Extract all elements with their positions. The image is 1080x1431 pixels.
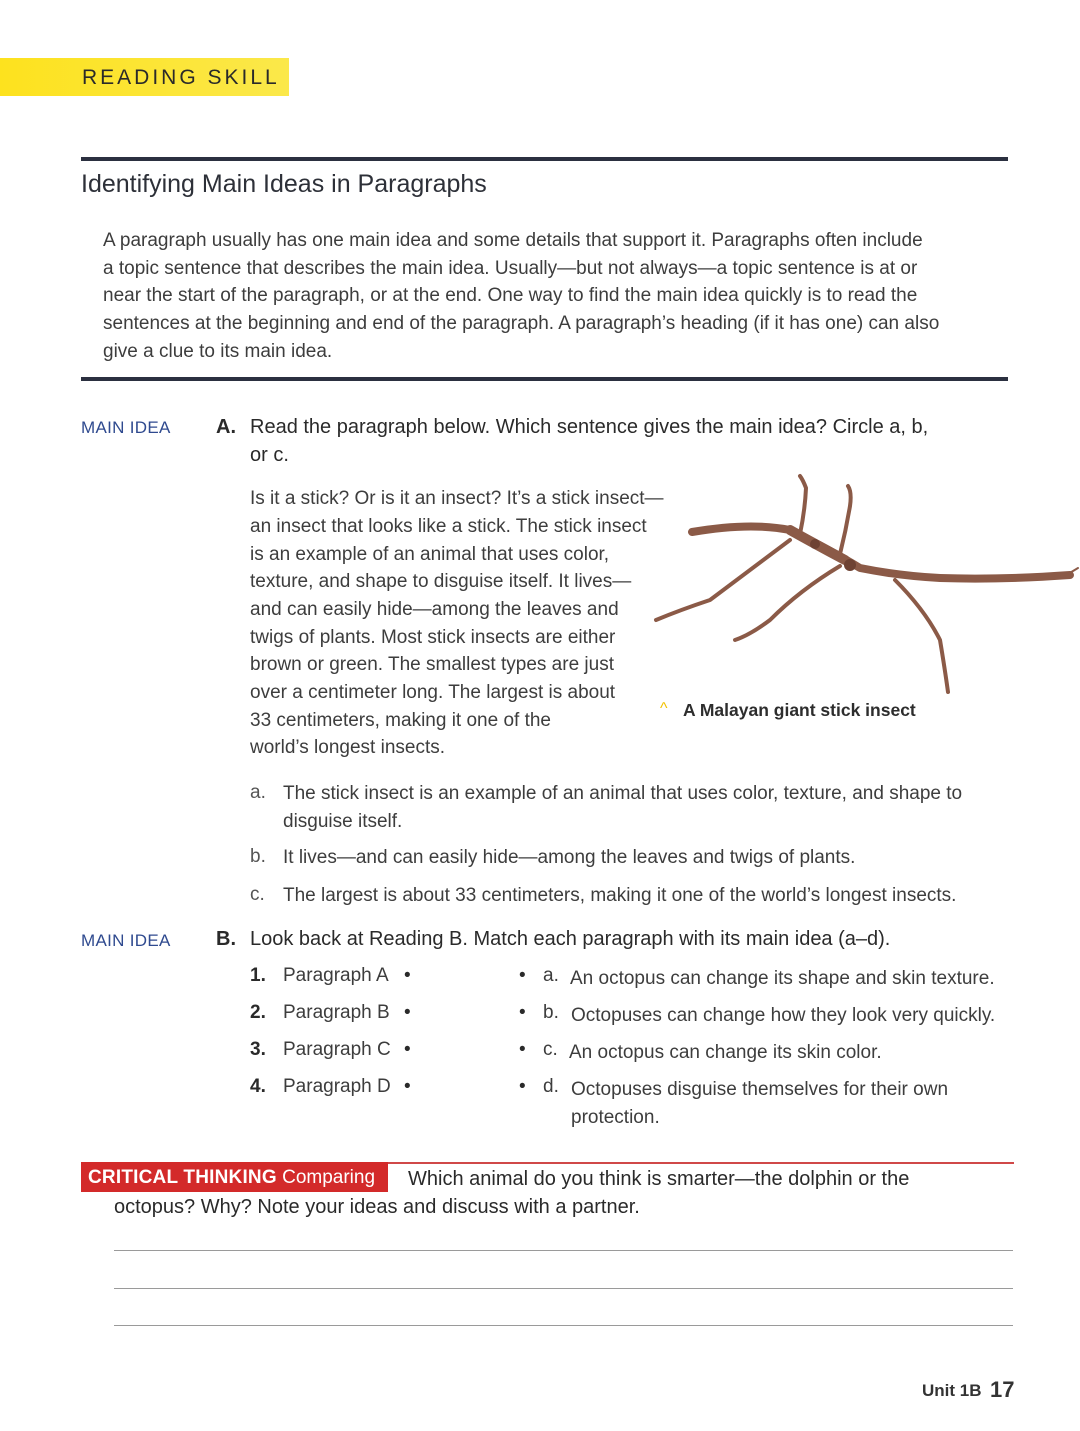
critical-thinking-subtitle: Comparing bbox=[282, 1167, 376, 1188]
exercise-b-instruction: Look back at Reading B. Match each paragraph with its main idea (a–d). bbox=[250, 928, 891, 950]
critical-thinking-question-line1: Which animal do you think is smarter—the dolphin or the bbox=[408, 1168, 910, 1190]
option-letter: b. bbox=[250, 846, 266, 867]
paragraph-line: is an example of an animal that uses color, bbox=[250, 544, 610, 565]
paragraph-line: an insect that looks like a stick. The stick insect bbox=[250, 516, 647, 537]
paragraph-line: twigs of plants. Most stick insects are either bbox=[250, 627, 616, 648]
option-line: The largest is about 33 centimeters, making it one of the world’s longest insects. bbox=[283, 885, 957, 906]
match-idea-text bbox=[571, 1076, 948, 1131]
page-number: 17 bbox=[990, 1377, 1015, 1402]
intro-line: a topic sentence that describes the main idea. Usually—but not always—a topic sentence is at or bbox=[103, 257, 918, 279]
match-number: 4. bbox=[250, 1076, 266, 1097]
unit-label: Unit 1B bbox=[922, 1381, 982, 1400]
option-line: It lives—and can easily hide—among the leaves and twigs of plants. bbox=[283, 847, 856, 868]
paragraph-line: 33 centimeters, making it one of the bbox=[250, 710, 551, 731]
image-caption: A Malayan giant stick insect bbox=[683, 700, 916, 720]
match-dot-left[interactable]: • bbox=[404, 965, 411, 986]
instruction-line: Read the paragraph below. Which sentence gives the main idea? Circle a, b, bbox=[250, 416, 929, 438]
paragraph-line: Is it a stick? Or is it an insect? It’s a stick insect— bbox=[250, 488, 664, 509]
option-c-text[interactable] bbox=[283, 882, 956, 910]
section-top-rule bbox=[81, 157, 1008, 161]
answer-line[interactable] bbox=[114, 1325, 1013, 1326]
answer-line[interactable] bbox=[114, 1250, 1013, 1251]
match-number: 2. bbox=[250, 1002, 266, 1023]
instruction-line: or c. bbox=[250, 443, 289, 466]
match-number: 1. bbox=[250, 965, 266, 986]
match-paragraph: Paragraph B bbox=[283, 1002, 390, 1023]
match-dot-left[interactable]: • bbox=[404, 1076, 411, 1097]
exercise-a-letter: A. bbox=[216, 416, 236, 438]
section-bottom-rule bbox=[81, 377, 1008, 381]
option-a-text[interactable] bbox=[283, 780, 962, 835]
caret-up-icon: ^ bbox=[660, 700, 668, 717]
reading-skill-tag: READING SKILL bbox=[82, 66, 280, 89]
match-idea-letter: d. bbox=[543, 1076, 559, 1097]
critical-thinking-title: CRITICAL THINKING bbox=[88, 1167, 277, 1188]
paragraph-line: and can easily hide—among the leaves and bbox=[250, 599, 619, 620]
paragraph-line: texture, and shape to disguise itself. It lives— bbox=[250, 571, 632, 592]
critical-thinking-label bbox=[88, 1167, 375, 1189]
paragraph-line: over a centimeter long. The largest is about bbox=[250, 682, 616, 703]
answer-line[interactable] bbox=[114, 1288, 1013, 1289]
option-letter: a. bbox=[250, 782, 266, 803]
match-dot-right[interactable]: • bbox=[519, 1076, 526, 1097]
match-paragraph: Paragraph D bbox=[283, 1076, 391, 1097]
option-line: disguise itself. bbox=[283, 810, 403, 832]
exercise-b-letter: B. bbox=[216, 928, 236, 950]
match-idea-letter: c. bbox=[543, 1039, 558, 1060]
stick-insect-image bbox=[640, 470, 1080, 710]
match-idea-letter: b. bbox=[543, 1002, 559, 1023]
match-paragraph: Paragraph C bbox=[283, 1039, 391, 1060]
paragraph-line: world’s longest insects. bbox=[250, 737, 446, 758]
match-idea-letter: a. bbox=[543, 965, 559, 986]
intro-line: A paragraph usually has one main idea and some details that support it. Paragraphs often include bbox=[103, 230, 923, 251]
paragraph-line: brown or green. The smallest types are just bbox=[250, 654, 614, 675]
critical-thinking-question-line2: octopus? Why? Note your ideas and discuss with a partner. bbox=[114, 1196, 640, 1218]
intro-line: sentences at the beginning and end of the paragraph. A paragraph’s heading (if it has one) can also bbox=[103, 313, 940, 335]
match-dot-right[interactable]: • bbox=[519, 1039, 526, 1060]
exercise-a-instruction bbox=[250, 414, 928, 469]
intro-line: near the start of the paragraph, or at the end. One way to find the main idea quickly is to read the bbox=[103, 285, 918, 307]
match-idea-text: Octopuses can change how they look very quickly. bbox=[571, 1005, 996, 1026]
match-idea-line: Octopuses disguise themselves for their own bbox=[571, 1079, 949, 1100]
match-idea-line: protection. bbox=[571, 1106, 660, 1128]
option-line: The stick insect is an example of an animal that uses color, texture, and shape to bbox=[283, 783, 963, 804]
match-paragraph: Paragraph A bbox=[283, 965, 389, 986]
match-number: 3. bbox=[250, 1039, 266, 1060]
match-dot-left[interactable]: • bbox=[404, 1002, 411, 1023]
option-letter: c. bbox=[250, 884, 265, 905]
section-intro bbox=[103, 227, 988, 366]
intro-line: give a clue to its main idea. bbox=[103, 340, 333, 362]
match-idea-text: An octopus can change its shape and skin texture. bbox=[570, 968, 995, 989]
match-idea-text: An octopus can change its skin color. bbox=[569, 1042, 882, 1063]
exercise-a-side-label: MAIN IDEA bbox=[81, 418, 171, 437]
exercise-b-side-label: MAIN IDEA bbox=[81, 931, 171, 950]
match-dot-right[interactable]: • bbox=[519, 965, 526, 986]
section-title: Identifying Main Ideas in Paragraphs bbox=[81, 170, 487, 198]
critical-thinking-rule bbox=[388, 1162, 1014, 1164]
match-dot-left[interactable]: • bbox=[404, 1039, 411, 1060]
match-dot-right[interactable]: • bbox=[519, 1002, 526, 1023]
option-b-text[interactable] bbox=[283, 844, 855, 872]
